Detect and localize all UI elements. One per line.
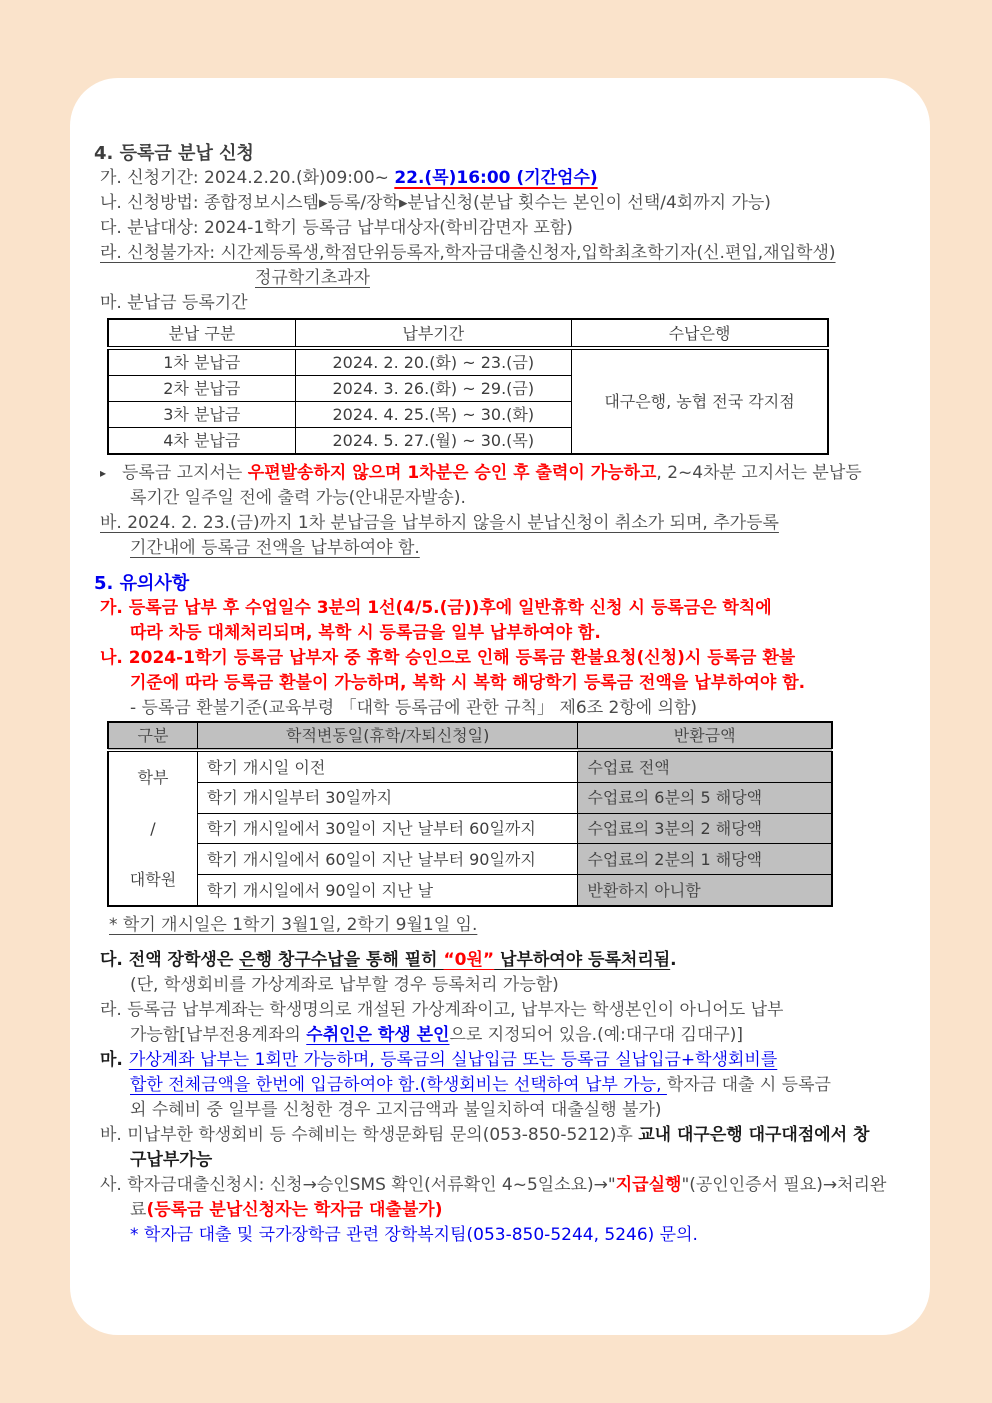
change-date: 학기 개시일에서 30일이 지난 날부터 60일까지 — [197, 813, 577, 844]
note-b-line1: 나. 2024-1학기 등록금 납부자 중 휴학 승인으로 인해 등록금 환불요청(신청)시 등록금 환불 — [100, 648, 796, 668]
note-e-line3: 외 수혜비 중 일부를 신청한 경우 고지금액과 불일치하여 대출실행 불가) — [130, 1100, 662, 1120]
refund-amount: 수업료의 2분의 1 해당액 — [578, 844, 832, 875]
note-d-line2: 가능함[납부전용계좌의 수취인은 학생 본인으로 지정되어 있음.(예:대구대 김대구)] — [130, 1025, 744, 1045]
zero-won: “0원” — [443, 950, 495, 970]
header-bank: 수납은행 — [572, 319, 829, 348]
installment-schedule-table — [107, 318, 829, 455]
refund-basis-line: - 등록금 환불기준(교육부령 「대학 등록금에 관한 규칙」 제6조 2항에 의함) — [130, 698, 698, 718]
change-date: 학기 개시일에서 60일이 지난 날부터 90일까지 — [197, 844, 577, 875]
table-row — [108, 348, 828, 376]
header-installment: 분납 구분 — [108, 319, 295, 348]
note-e-line2: 합한 전체금액을 한번에 입금하여야 함.(학생회비는 선택하여 납부 가능, 학자금 대출 시 등록금 — [130, 1075, 831, 1095]
note-a-line1: 가. 등록금 납부 후 수업일수 3분의 1선(4/5.(금))후에 일반휴학 신청 시 등록금은 학칙에 — [100, 598, 772, 618]
note-e-line1: 마. 가상계좌 납부는 1회만 가능하며, 등록금의 실납입금 또는 등록금 실납입금+학생회비를 — [100, 1050, 778, 1070]
bill-notice-line1: ▸ 등록금 고지서는 우편발송하지 않으며 1차분은 승인 후 출력이 가능하고, 2~4차분 고지서는 분납등 — [94, 461, 914, 486]
payee-student: 수취인은 학생 본인 — [306, 1025, 450, 1045]
header-refund-amount: 반환금액 — [578, 722, 832, 750]
installment-period: 2024. 3. 26.(화) ~ 29.(금) — [295, 376, 571, 402]
table-row — [108, 813, 832, 844]
not-allowed-line1: 라. 신청불가자: 시간제등록생,학점단위등록자,학자금대출신청자,입학최초학기자(신.편입,재입학생) — [100, 243, 836, 263]
notice-card — [70, 78, 930, 1335]
note-h-line: * 학자금 대출 및 국가장학금 관련 장학복지팀(053-850-5244, 5246) 문의. — [130, 1225, 698, 1245]
installment-name: 4차 분납금 — [108, 428, 295, 455]
note-c-sub: (단, 학생회비를 가상계좌로 납부할 경우 등록처리 가능함) — [130, 975, 559, 995]
section5-title: 5. 유의사항 — [94, 573, 190, 594]
triangle-bullet-icon: ▸ — [100, 466, 107, 480]
installment-period: 2024. 2. 20.(화) ~ 23.(금) — [295, 348, 571, 376]
refund-criteria-table — [107, 721, 833, 907]
note-f-line1: 바. 미납부한 학생회비 등 수혜비는 학생문화팀 문의(053-850-5212)후 교내 대구은행 대구대점에서 창 — [100, 1125, 870, 1145]
table-row — [108, 783, 832, 814]
cancel-notice-line1: 바. 2024. 2. 23.(금)까지 1차 분납금을 납부하지 않을시 분납신청이 취소가 되며, 추가등록 — [100, 513, 779, 533]
category-cell: 학부 / 대학원 — [108, 750, 197, 906]
header-period: 납부기간 — [295, 319, 571, 348]
installment-name: 2차 분납금 — [108, 376, 295, 402]
refund-amount: 수업료 전액 — [578, 750, 832, 783]
notice-content — [70, 78, 930, 1248]
header-change-date: 학적변동일(휴학/자퇴신청일) — [197, 722, 577, 750]
installment-name: 3차 분납금 — [108, 402, 295, 428]
change-date: 학기 개시일에서 90일이 지난 날 — [197, 875, 577, 906]
table-row — [108, 750, 832, 783]
note-a-line2: 따라 차등 대체처리되며, 복학 시 등록금을 일부 납부하여야 함. — [130, 623, 601, 643]
target-line: 다. 분납대상: 2024-1학기 등록금 납부대상자(학비감면자 포함) — [100, 218, 573, 238]
header-category: 구분 — [108, 722, 197, 750]
refund-amount: 반환하지 아니함 — [578, 875, 832, 906]
change-date: 학기 개시일부터 30일까지 — [197, 783, 577, 814]
installment-name: 1차 분납금 — [108, 348, 295, 376]
apply-period-deadline: 22.(목)16:00 (기간엄수) — [394, 168, 598, 188]
table-header-row — [108, 722, 832, 750]
loan-execute: 지급실행 — [615, 1175, 682, 1195]
apply-method-line: 나. 신청방법: 종합정보시스템▸등록/장학▸분납신청(분납 횟수는 본인이 선택/4회까지 가능) — [100, 193, 771, 213]
schedule-label-line: 마. 분납금 등록기간 — [100, 293, 248, 313]
table-row — [108, 844, 832, 875]
installment-period: 2024. 4. 25.(목) ~ 30.(화) — [295, 402, 571, 428]
not-allowed-line2: 정규학기초과자 — [255, 268, 370, 288]
change-date: 학기 개시일 이전 — [197, 750, 577, 783]
apply-period-line — [94, 166, 914, 191]
note-c-line: 다. 전액 장학생은 은행 창구수납을 통해 필히 “0원” 납부하여야 등록처리됨. — [100, 950, 677, 970]
note-g-line2: 료(등록금 분납신청자는 학자금 대출불가) — [130, 1200, 443, 1220]
bill-notice-line2: 록기간 일주일 전에 출력 가능(안내문자발송). — [130, 488, 466, 508]
semester-start-footnote: * 학기 개시일은 1학기 3월1일, 2학기 9월1일 임. — [109, 915, 478, 935]
bill-notice-red: 우편발송하지 않으며 1차분은 승인 후 출력이 가능하고 — [247, 463, 657, 483]
installment-period: 2024. 5. 27.(월) ~ 30.(목) — [295, 428, 571, 455]
bank-cell: 대구은행, 농협 전국 각지점 — [572, 348, 829, 454]
note-g-line1: 사. 학자금대출신청시: 신청→승인SMS 확인(서류확인 4~5일소요)→"지급실행"(공인인증서 필요)→처리완 — [100, 1175, 887, 1195]
table-row — [108, 875, 832, 906]
refund-amount: 수업료의 3분의 2 해당액 — [578, 813, 832, 844]
section4-title: 4. 등록금 분납 신청 — [94, 143, 254, 164]
table-header-row — [108, 319, 828, 348]
apply-period-label: 가. 신청기간: 2024.2.20.(화)09:00~ — [100, 168, 395, 188]
note-b-line2: 기준에 따라 등록금 환불이 가능하며, 복학 시 복학 해당학기 등록금 전액을 납부하여야 함. — [130, 673, 806, 693]
note-d-line1: 라. 등록금 납부계좌는 학생명의로 개설된 가상계좌이고, 납부자는 학생본인이 아니어도 납부 — [100, 1000, 784, 1020]
cancel-notice-line2: 기간내에 등록금 전액을 납부하여야 함. — [130, 538, 420, 558]
refund-amount: 수업료의 6분의 5 해당액 — [578, 783, 832, 814]
note-f-line2: 구납부가능 — [130, 1150, 213, 1170]
